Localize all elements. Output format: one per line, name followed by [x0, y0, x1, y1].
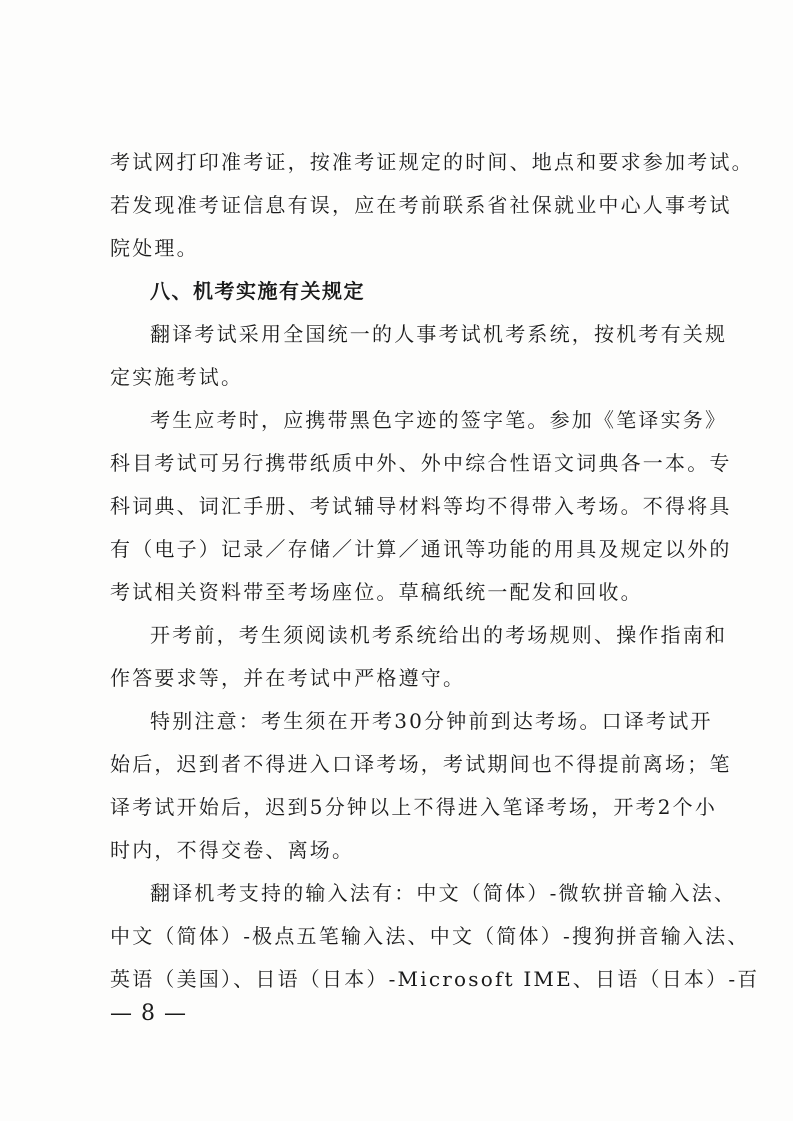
text-line-12: 开考前，考生须阅读机考系统给出的考场规则、操作指南和: [150, 623, 728, 647]
text-line-5: 翻译考试采用全国统一的人事考试机考系统，按机考有关规: [150, 322, 728, 346]
text-line-18: 翻译机考支持的输入法有：中文（简体）-微软拼音输入法、: [150, 881, 737, 905]
text-line-17: 时内，不得交卷、离场。: [110, 838, 355, 862]
text-line-2: 若发现准考证信息有误，应在考前联系省社保就业中心人事考试: [110, 193, 732, 217]
text-line-9: 科词典、词汇手册、考试辅导材料等均不得带入考场。不得将具: [110, 494, 732, 518]
text-line-10: 有（电子）记录／存储／计算／通讯等功能的用具及规定以外的: [110, 537, 732, 561]
text-line-3: 院处理。: [110, 236, 199, 260]
page-number: — 8 —: [110, 1001, 187, 1026]
text-line-20: 英语（美国）、日语（日本）-Microsoft IME、日语（日本）-百: [110, 967, 760, 991]
text-line-13: 作答要求等，并在考试中严格遵守。: [110, 666, 466, 690]
text-line-15: 始后，迟到者不得进入口译考场，考试期间也不得提前离场；笔: [110, 752, 732, 776]
section-heading: 八、机考实施有关规定: [150, 279, 365, 303]
text-line-11: 考试相关资料带至考场座位。草稿纸统一配发和回收。: [110, 580, 643, 604]
text-line-14: 特别注意：考生须在开考30分钟前到达考场。口译考试开: [150, 709, 713, 733]
text-line-7: 考生应考时，应携带黑色字迹的签字笔。参加《笔译实务》: [150, 408, 728, 432]
text-line-19: 中文（简体）-极点五笔输入法、中文（简体）-搜狗拼音输入法、: [110, 924, 750, 948]
text-line-1: 考试网打印准考证，按准考证规定的时间、地点和要求参加考试。: [110, 150, 754, 174]
text-line-16: 译考试开始后，迟到5分钟以上不得进入笔译考场，开考2个小: [110, 795, 718, 819]
text-line-6: 定实施考试。: [110, 365, 244, 389]
text-line-8: 科目考试可另行携带纸质中外、外中综合性语文词典各一本。专: [110, 451, 732, 475]
